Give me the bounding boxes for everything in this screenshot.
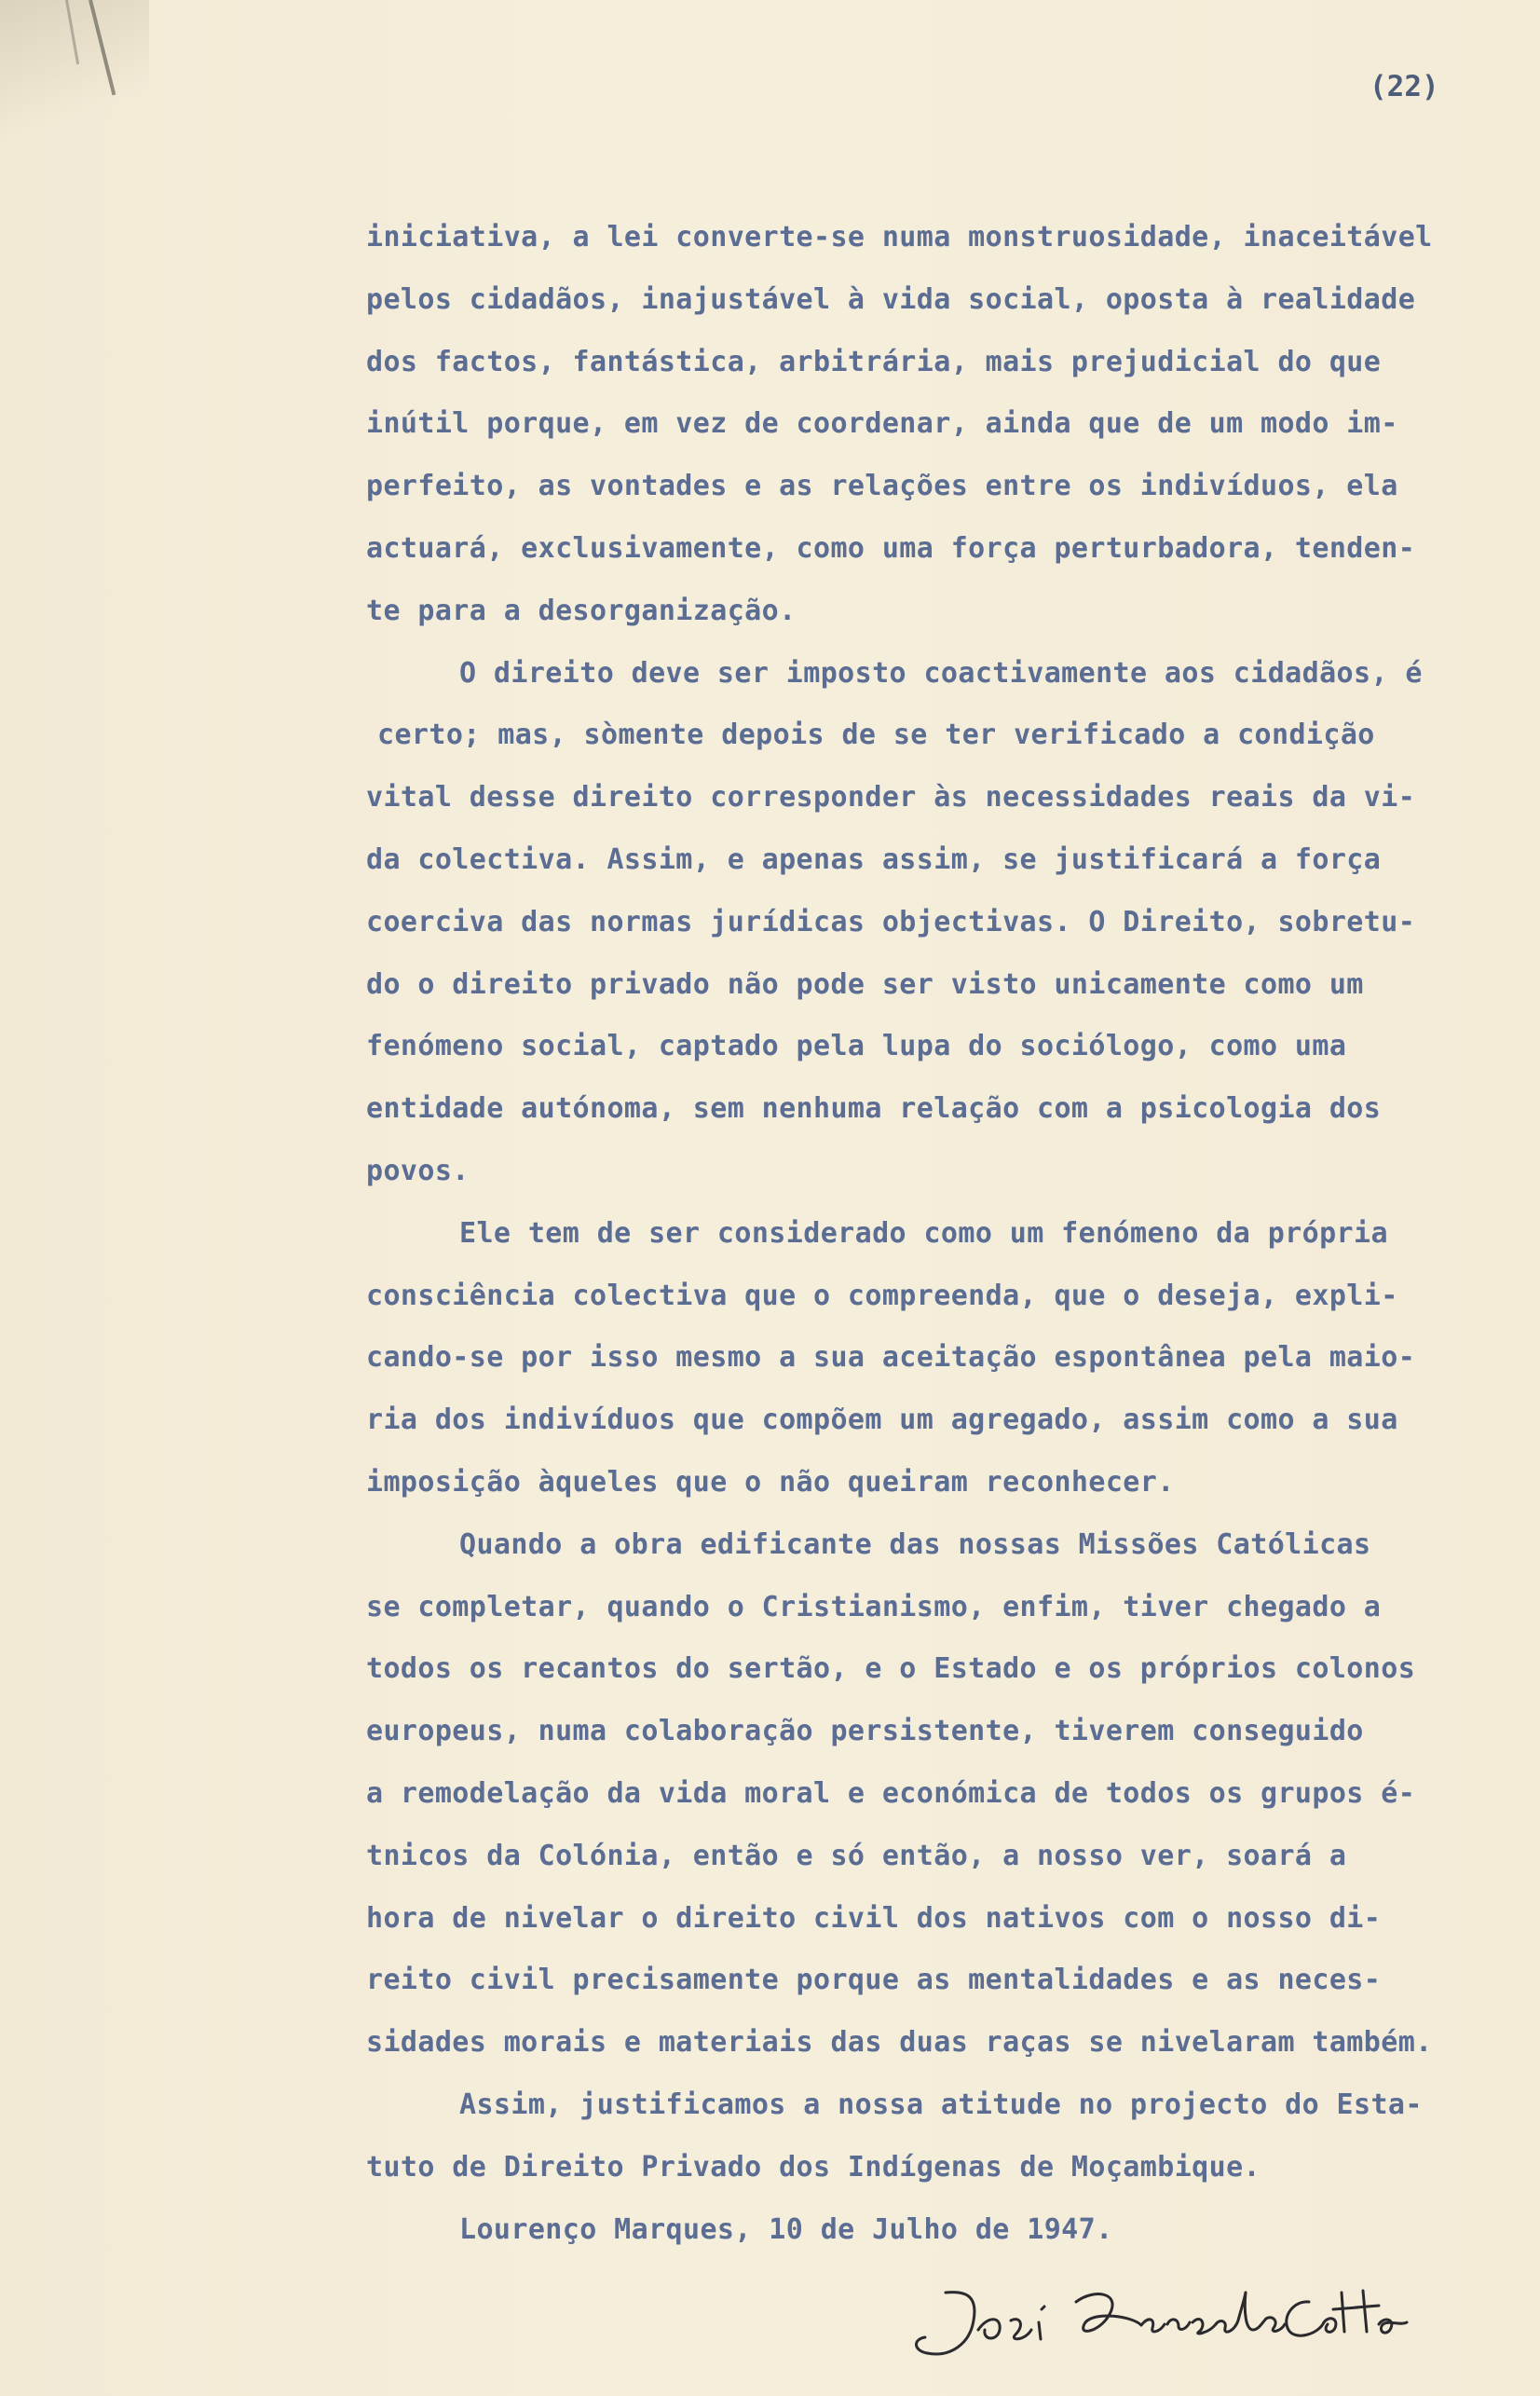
text-line: dos factos, fantástica, arbitrária, mais prejudicial do que <box>366 345 1382 378</box>
text-line: coerciva das normas jurídicas objectivas. O Direito, sobretu- <box>366 905 1416 938</box>
date-line: Lourenço Marques, 10 de Julho de 1947. <box>459 2212 1113 2246</box>
text-line: sidades morais e materiais das duas raças se nivelaram também. <box>366 2026 1433 2060</box>
text-line: tuto de Direito Privado dos Indígenas de Moçambique. <box>366 2150 1261 2184</box>
text-line: iniciativa, a lei converte-se numa monstruosidade, inaceitável <box>366 221 1433 253</box>
text-line: todos os recantos do sertão, e o Estado e os próprios colonos <box>366 1652 1416 1686</box>
text-line: reito civil precisamente porque as mentalidades e as neces- <box>366 1964 1382 1997</box>
document-body <box>366 207 1521 2261</box>
paper-fold-shadow <box>0 0 149 186</box>
text-line: Ele tem de ser considerado como um fenómeno da própria <box>459 1216 1388 1250</box>
text-line: se completar, quando o Cristianismo, enfim, tiver chegado a <box>366 1590 1382 1623</box>
text-line: vital desse direito corresponder às necessidades reais da vi- <box>366 781 1416 815</box>
text-line: imposição àqueles que o não queiram reconhecer. <box>366 1465 1175 1499</box>
text-line: povos. <box>366 1154 470 1187</box>
text-line: inútil porque, em vez de coordenar, ainda que de um modo im- <box>366 407 1398 441</box>
text-line: tnicos da Colónia, então e só então, a nosso ver, soará a <box>366 1839 1347 1872</box>
page-number: (22) <box>1370 70 1439 103</box>
text-line: hora de nivelar o direito civil dos nativos com o nosso di- <box>366 1901 1382 1935</box>
text-line: da colectiva. Assim, e apenas assim, se justificará a força <box>366 842 1382 876</box>
text-line: europeus, numa colaboração persistente, tiverem conseguido <box>366 1715 1364 1748</box>
text-line: cando-se por isso mesmo a sua aceitação espontânea pela maio- <box>366 1341 1416 1375</box>
text-line: O direito deve ser imposto coactivamente aos cidadãos, é <box>459 656 1423 690</box>
text-line: actuará, exclusivamente, como uma força perturbadora, tenden- <box>366 531 1416 565</box>
text-line: consciência colectiva que o compreenda, que o deseja, expli- <box>366 1279 1398 1312</box>
text-line: te para a desorganização. <box>366 594 797 627</box>
text-line: perfeito, as vontades e as relações entre os indivíduos, ela <box>366 470 1398 503</box>
text-line: pelos cidadãos, inajustável à vida social, oposta à realidade <box>366 282 1416 316</box>
text-line: entidade autónoma, sem nenhuma relação com a psicologia dos <box>366 1092 1382 1126</box>
text-line: ria dos indivíduos que compõem um agregado, assim como a sua <box>366 1403 1398 1437</box>
text-line: Quando a obra edificante das nossas Missões Católicas <box>459 1527 1371 1561</box>
text-line: certo; mas, sòmente depois de se ter verificado a condição <box>377 719 1375 752</box>
text-line: Assim, justificamos a nossa atitude no projecto do Esta- <box>459 2088 1423 2121</box>
text-line: fenómeno social, captado pela lupa do sociólogo, como uma <box>366 1030 1347 1063</box>
handwritten-signature <box>908 2265 1467 2376</box>
text-line: do o direito privado não pode ser visto unicamente como um <box>366 967 1364 1001</box>
text-line: a remodelação da vida moral e económica de todos os grupos é- <box>366 1776 1416 1810</box>
